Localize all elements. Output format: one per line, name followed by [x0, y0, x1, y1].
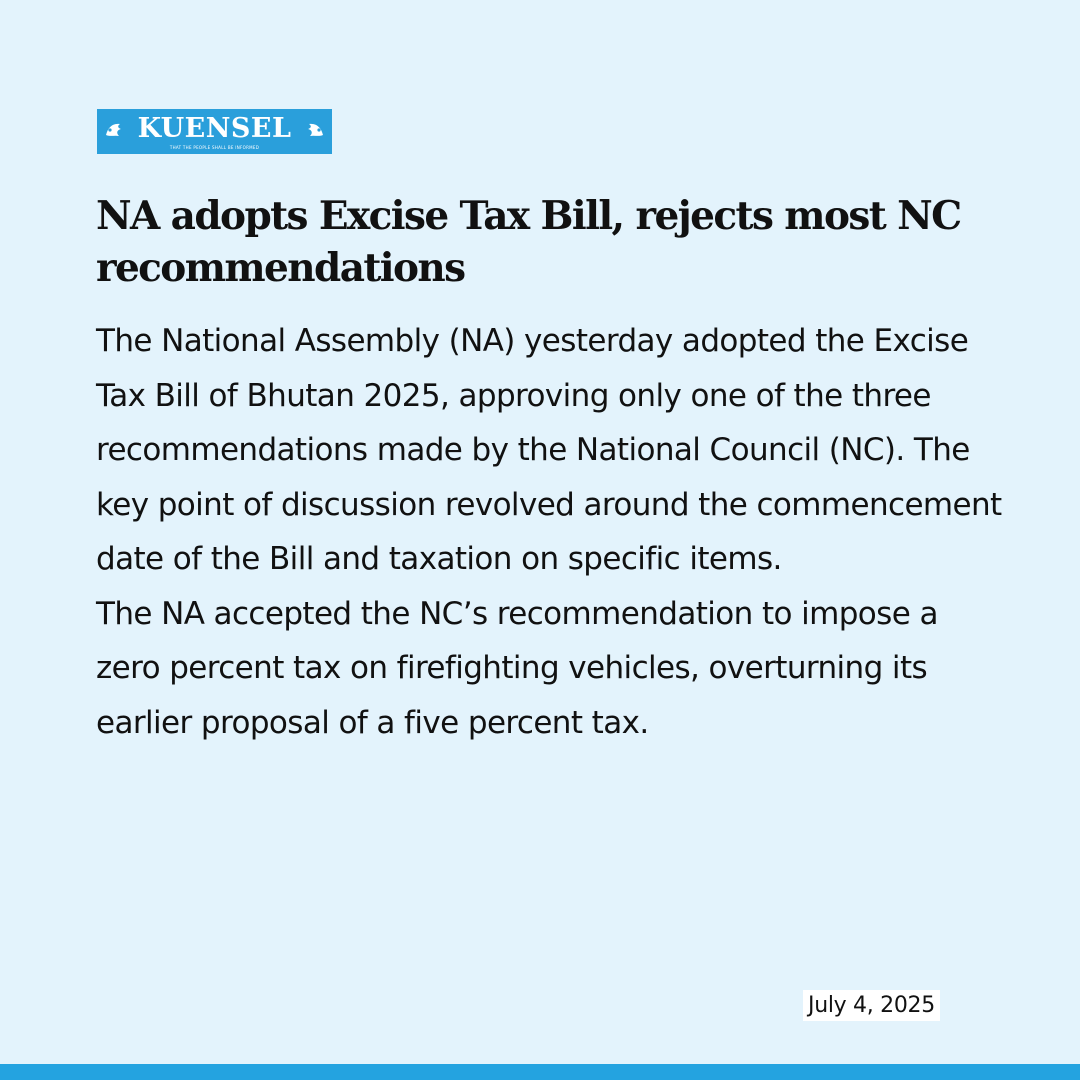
brand-tagline: THAT THE PEOPLE SHALL BE INFORMED	[169, 145, 260, 150]
article-paragraph: The NA accepted the NC’s recommendation to impose a zero percent tax on firefighting vehicles, overturning its earlier proposal of a five percent tax.	[96, 595, 938, 741]
article-body	[96, 314, 1006, 750]
publish-date: July 4, 2025	[803, 990, 940, 1021]
brand-name: KUENSEL	[137, 113, 292, 144]
kuensel-logo	[97, 109, 332, 154]
snow-lion-right-icon	[304, 119, 326, 141]
article-headline: NA adopts Excise Tax Bill, rejects most NC recommendations	[96, 193, 961, 291]
article-paragraph: The National Assembly (NA) yesterday adopted the Excise Tax Bill of Bhutan 2025, approving only one of the three recommendations made by the National Council (NC). The key point of discussion revolved around the commencement date of the Bill and taxation on specific items.	[96, 323, 1002, 577]
bottom-accent-bar	[0, 1064, 1080, 1080]
